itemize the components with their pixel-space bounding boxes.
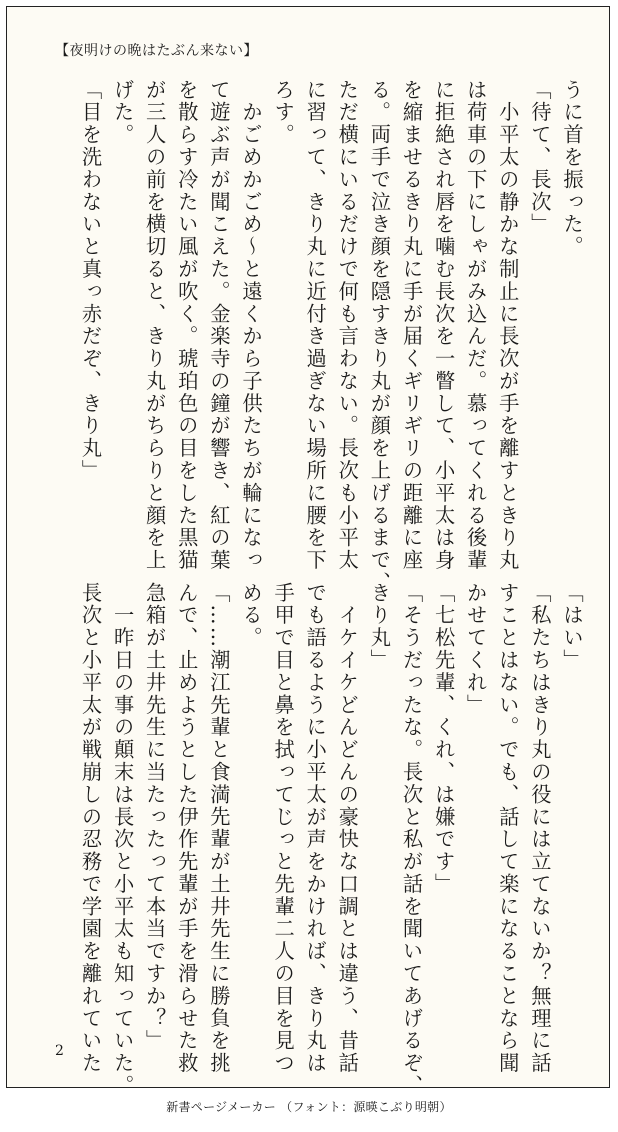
text-column: 「待て、長次」	[527, 79, 552, 236]
chapter-title: 【夜明けの晩はたぶん来ない】	[55, 43, 258, 59]
text-column: る。両手で泣き顔を隠すきり丸が顔を上げるまで、	[367, 79, 392, 594]
text-column: きり丸」	[367, 582, 392, 672]
book-page	[6, 6, 610, 1097]
text-column: 「はい」	[560, 582, 584, 672]
text-column: を散らす冷たい風が吹く。琥珀色の目をした黒猫	[174, 79, 199, 572]
text-column: は荷車の下にしゃがみ込んだ。慕ってくれる後輩	[463, 79, 488, 572]
text-column: 一昨日の事の顛末は長次と小平太も知っていた。	[110, 582, 135, 1097]
text-column: に拒絶され唇を噛む長次を一瞥して、小平太は身	[431, 79, 456, 572]
text-column: に習って、きり丸に近付き過ぎない場所に腰を下	[303, 79, 328, 572]
text-column: 「……潮江先輩と食満先輩が土井先生に勝負を挑	[206, 582, 231, 1075]
text-column: ただ横にいるだけで何も言わない。長次も小平太	[335, 79, 360, 572]
footer-credit: 新書ページメーカー （フォント：源暎こぶり明朝）	[166, 1100, 452, 1114]
text-column: 「目を洗わないと真っ赤だぞ、きり丸」	[78, 79, 103, 483]
text-column: 手甲で目と鼻を拭ってじっと先輩二人の目を見つ	[271, 582, 296, 1075]
text-column: 長次と小平太が戦崩しの忍務で学園を離れていた	[78, 582, 103, 1075]
text-column: 「七松先輩、くれ、は嫌です」	[431, 582, 456, 896]
text-column: 「私たちはきり丸の役には立てないか？無理に話	[527, 582, 552, 1075]
text-column: て遊ぶ声が聞こえた。金楽寺の鐘が響き、紅の葉	[206, 79, 231, 572]
text-column: んで、止めようとした伊作先輩が手を滑らせた救	[174, 582, 199, 1075]
text-column: げた。	[110, 79, 135, 147]
text-column: うに首を振った。	[560, 79, 584, 259]
text-column: でも語るように小平太が声をかければ、きり丸は	[303, 582, 328, 1075]
text-column: かごめかごめ～と遠くから子供たちが輪になっ	[239, 79, 263, 572]
text-column: 「そうだったな。長次と私が話を聞いてあげるぞ、	[399, 582, 424, 1097]
text-column: 小平太の静かな制止に長次が手を離すときり丸	[495, 79, 520, 572]
text-column: すことはない。でも、話して楽になることなら聞	[495, 582, 520, 1075]
text-column: が三人の前を横切ると、きり丸がちらりと顔を上	[142, 79, 167, 572]
text-column: める。	[239, 582, 263, 650]
text-column: ろす。	[271, 79, 296, 147]
text-column: イケイケどんどんの豪快な口調とは違う、昔話	[335, 582, 360, 1075]
text-column: かせてくれ」	[463, 582, 488, 717]
page-number: 2	[55, 1043, 64, 1059]
text-column: を縮ませるきり丸に手が届くギリギリの距離に座	[399, 79, 424, 572]
text-column: 急箱が土井先生に当たったって本当ですか？」	[142, 582, 167, 1053]
